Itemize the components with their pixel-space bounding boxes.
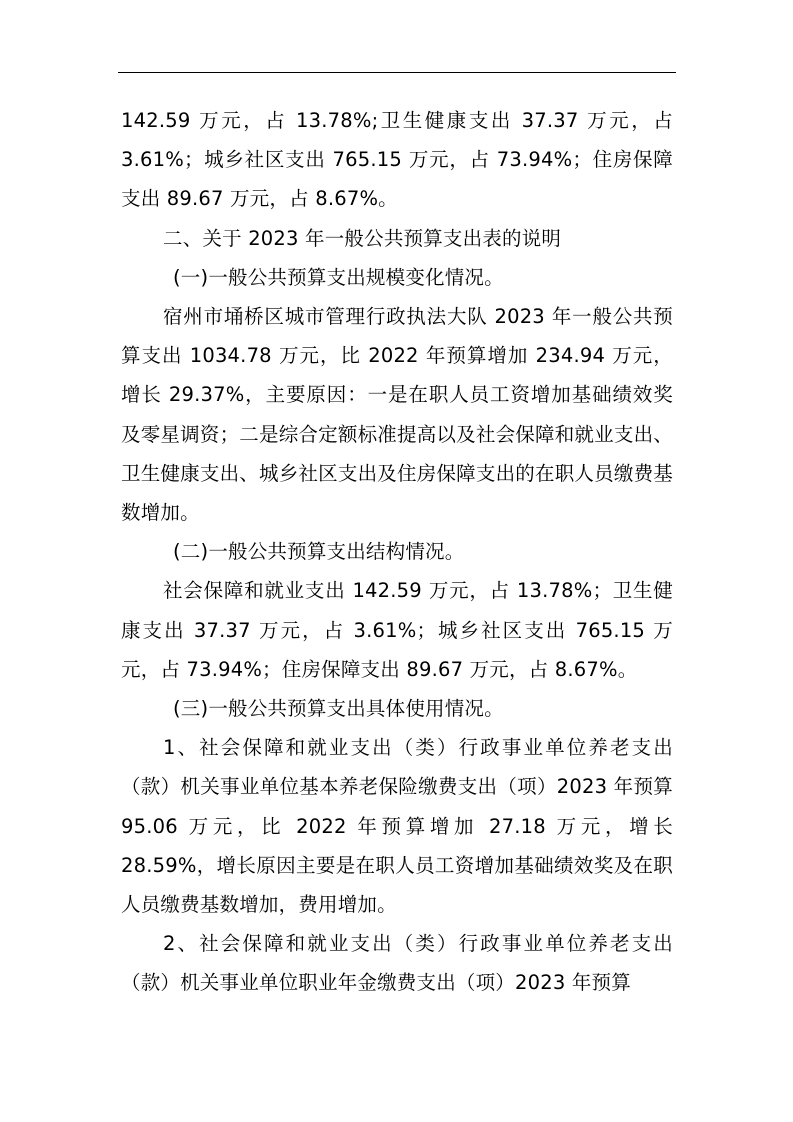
document-body (121, 101, 673, 1003)
paragraph-scale-change: 宿州市埇桥区城市管理行政执法大队 2023 年一般公共预算支出 1034.78 万元，比 2022 年预算增加 234.94 万元，增长 29.37%，主要原因：一是在职人员工资增加基础绩效奖及零星调资；二是综合定额标准提高以及社会保障和就业支出、卫生健康支出、城乡社区支出及住房保障支出的在职人员缴费基数增加。 (121, 305, 673, 525)
paragraph-item-1: 1、社会保障和就业支出（类）行政事业单位养老支出（款）机关事业单位基本养老保险缴费支出（项）2023 年预算 95.06 万元，比 2022 年预算增加 27.18 万元，增长 28.59%，增长原因主要是在职人员工资增加基础绩效奖及在职人员缴费基数增加，费用增加。 (121, 736, 673, 917)
section-heading-2: 二、关于 2023 年一般公共预算支出表的说明 (163, 226, 562, 250)
subheading-structure: (二)一般公共预算支出结构情况。 (173, 540, 465, 564)
header-rule (118, 72, 676, 73)
subheading-specific-use: (三)一般公共预算支出具体使用情况。 (173, 697, 504, 721)
paragraph-item-2: 2、社会保障和就业支出（类）行政事业单位养老支出（款）机关事业单位职业年金缴费支出（项）2023 年预算 (121, 932, 673, 995)
paragraph-expense-breakdown-continued: 142.59 万元，占 13.78%;卫生健康支出 37.37 万元，占 3.61%；城乡社区支出 765.15 万元，占 73.94%；住房保障支出 89.67 万元，占 8.67%。 (121, 109, 673, 211)
paragraph-structure: 社会保障和就业支出 142.59 万元，占 13.78%；卫生健康支出 37.37 万元，占 3.61%；城乡社区支出 765.15 万元，占 73.94%；住房保障支出 89.67 万元，占 8.67%。 (121, 579, 673, 681)
subheading-scale-change: (一)一般公共预算支出规模变化情况。 (173, 265, 504, 289)
